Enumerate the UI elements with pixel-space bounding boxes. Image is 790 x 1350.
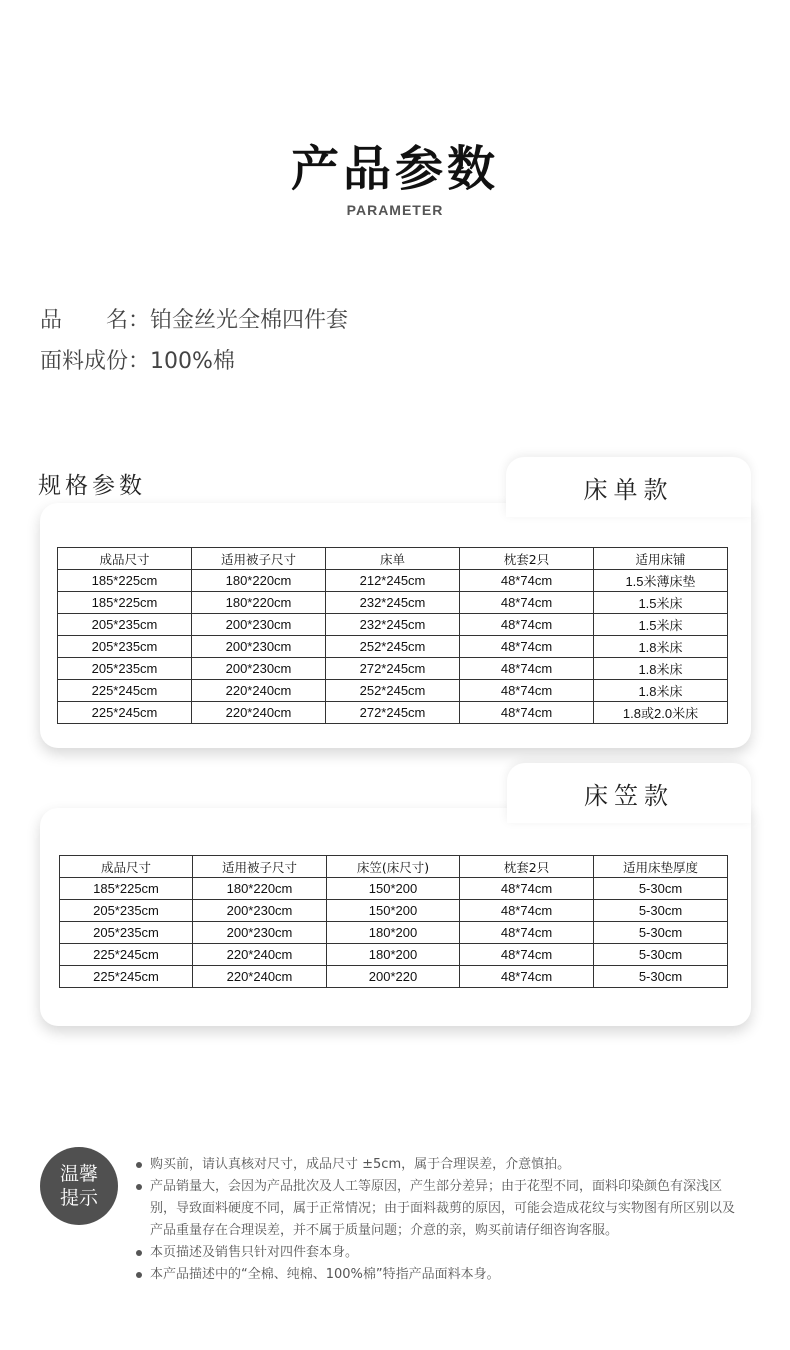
page-title: 产品参数 bbox=[290, 141, 499, 197]
table-cell: 200*220 bbox=[327, 966, 460, 988]
table-cell: 205*235cm bbox=[60, 900, 193, 922]
table-cell: 5-30cm bbox=[594, 966, 728, 988]
table-cell: 48*74cm bbox=[460, 900, 594, 922]
table-cell: 200*230cm bbox=[192, 658, 326, 680]
header-cell: 床单 bbox=[326, 548, 460, 570]
table-cell: 252*245cm bbox=[326, 636, 460, 658]
table-cell: 180*220cm bbox=[192, 592, 326, 614]
table-row bbox=[58, 592, 728, 614]
fitted-spec-table bbox=[59, 855, 728, 988]
table-cell: 5-30cm bbox=[594, 878, 728, 900]
sheet-spec-table bbox=[57, 547, 728, 724]
table-cell: 5-30cm bbox=[594, 900, 728, 922]
table-cell: 205*235cm bbox=[60, 922, 193, 944]
table-cell: 180*220cm bbox=[193, 878, 327, 900]
tips-list bbox=[134, 1154, 744, 1286]
table-cell: 48*74cm bbox=[460, 922, 594, 944]
table-cell: 1.8或2.0米床 bbox=[594, 702, 728, 724]
table-row bbox=[58, 658, 728, 680]
tip-item: 本页描述及销售只针对四件套本身。 bbox=[134, 1242, 744, 1264]
table-cell: 185*225cm bbox=[60, 878, 193, 900]
table-cell: 1.8米床 bbox=[594, 636, 728, 658]
tip-item: 购买前，请认真核对尺寸，成品尺寸 ±5cm，属于合理误差，介意慎拍。 bbox=[134, 1154, 744, 1176]
table-cell: 5-30cm bbox=[594, 944, 728, 966]
table-cell: 252*245cm bbox=[326, 680, 460, 702]
table-cell: 232*245cm bbox=[326, 614, 460, 636]
table-cell: 220*240cm bbox=[192, 680, 326, 702]
table-cell: 48*74cm bbox=[460, 658, 594, 680]
product-name-label: 品 名： bbox=[40, 308, 151, 333]
header-cell: 枕套2只 bbox=[460, 856, 594, 878]
table-cell: 232*245cm bbox=[326, 592, 460, 614]
table-row bbox=[60, 922, 728, 944]
tips-badge-line2: 提示 bbox=[59, 1187, 98, 1209]
header-cell: 适用被子尺寸 bbox=[193, 856, 327, 878]
tip-item: 产品销量大，会因为产品批次及人工等原因，产生部分差异；由于花型不同，面料印染颜色有深浅区别，导致面料硬度不同，属于正常情况；由于面料裁剪的原因，可能会造成花纹与实物图有所区别以及产品重量存在合理误差，并不属于质量问题；介意的亲，购买前请仔细咨询客服。 bbox=[134, 1176, 744, 1242]
header-cell: 成品尺寸 bbox=[58, 548, 192, 570]
table-cell: 1.5米床 bbox=[594, 614, 728, 636]
table-cell: 225*245cm bbox=[58, 702, 192, 724]
fabric-label: 面料成份： bbox=[40, 349, 151, 374]
table-cell: 48*74cm bbox=[460, 878, 594, 900]
table-row bbox=[58, 614, 728, 636]
table-cell: 48*74cm bbox=[460, 570, 594, 592]
table-cell: 48*74cm bbox=[460, 636, 594, 658]
fabric-row bbox=[40, 344, 235, 375]
table-cell: 200*230cm bbox=[193, 900, 327, 922]
table-cell: 272*245cm bbox=[326, 702, 460, 724]
header-cell: 枕套2只 bbox=[460, 548, 594, 570]
table-cell: 220*240cm bbox=[193, 944, 327, 966]
table-cell: 220*240cm bbox=[193, 966, 327, 988]
table-cell: 205*235cm bbox=[58, 658, 192, 680]
table-cell: 220*240cm bbox=[192, 702, 326, 724]
table-row bbox=[58, 702, 728, 724]
table-row bbox=[58, 636, 728, 658]
table-cell: 1.5米床 bbox=[594, 592, 728, 614]
table-cell: 5-30cm bbox=[594, 922, 728, 944]
table-row bbox=[60, 900, 728, 922]
table-cell: 225*245cm bbox=[60, 966, 193, 988]
table-cell: 272*245cm bbox=[326, 658, 460, 680]
table-cell: 48*74cm bbox=[460, 702, 594, 724]
table-cell: 150*200 bbox=[327, 900, 460, 922]
page-subtitle: PARAMETER bbox=[346, 202, 444, 218]
table-cell: 185*225cm bbox=[58, 570, 192, 592]
fabric-value: 100%棉 bbox=[150, 349, 235, 374]
tip-item: 本产品描述中的“全棉、纯棉、100%棉”特指产品面料本身。 bbox=[134, 1264, 744, 1286]
table-cell: 180*200 bbox=[327, 922, 460, 944]
table-cell: 200*230cm bbox=[193, 922, 327, 944]
sheet-tab: 床单款 bbox=[506, 457, 751, 517]
table-cell: 200*230cm bbox=[192, 636, 326, 658]
table-cell: 205*235cm bbox=[58, 614, 192, 636]
table-cell: 205*235cm bbox=[58, 636, 192, 658]
table-cell: 185*225cm bbox=[58, 592, 192, 614]
table-cell: 225*245cm bbox=[60, 944, 193, 966]
table-cell: 1.8米床 bbox=[594, 658, 728, 680]
table-row bbox=[58, 570, 728, 592]
table-header-row bbox=[60, 856, 728, 878]
tips-badge-line1: 温馨 bbox=[59, 1163, 98, 1185]
table-cell: 212*245cm bbox=[326, 570, 460, 592]
table-row bbox=[58, 680, 728, 702]
table-row bbox=[60, 944, 728, 966]
header-cell: 适用床铺 bbox=[594, 548, 728, 570]
table-cell: 48*74cm bbox=[460, 592, 594, 614]
table-row bbox=[60, 966, 728, 988]
product-name-row bbox=[40, 303, 348, 334]
header-cell: 成品尺寸 bbox=[60, 856, 193, 878]
table-cell: 48*74cm bbox=[460, 680, 594, 702]
spec-heading: 规格参数 bbox=[38, 473, 146, 499]
table-cell: 180*220cm bbox=[192, 570, 326, 592]
table-header-row bbox=[58, 548, 728, 570]
header-cell: 床笠(床尺寸) bbox=[327, 856, 460, 878]
header-cell: 适用被子尺寸 bbox=[192, 548, 326, 570]
table-cell: 48*74cm bbox=[460, 944, 594, 966]
table-row bbox=[60, 878, 728, 900]
table-cell: 1.8米床 bbox=[594, 680, 728, 702]
product-name-value: 铂金丝光全棉四件套 bbox=[150, 308, 349, 333]
tips-badge bbox=[40, 1147, 118, 1225]
table-cell: 150*200 bbox=[327, 878, 460, 900]
table-cell: 180*200 bbox=[327, 944, 460, 966]
table-cell: 48*74cm bbox=[460, 614, 594, 636]
table-cell: 225*245cm bbox=[58, 680, 192, 702]
table-cell: 48*74cm bbox=[460, 966, 594, 988]
table-cell: 200*230cm bbox=[192, 614, 326, 636]
fitted-tab: 床笠款 bbox=[507, 763, 751, 823]
header-cell: 适用床垫厚度 bbox=[594, 856, 728, 878]
table-cell: 1.5米薄床垫 bbox=[594, 570, 728, 592]
